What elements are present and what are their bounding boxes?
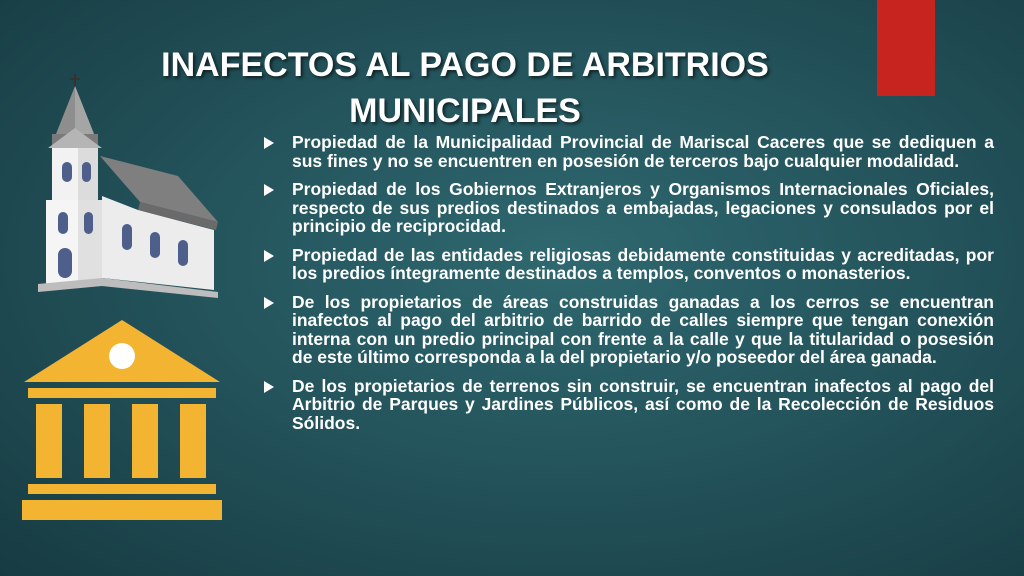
bullet-arrow-icon	[264, 381, 274, 393]
list-item	[262, 180, 994, 236]
bullet-text: Propiedad de las entidades religiosas debidamente constituidas y acreditadas, por los predios íntegramente destinados a templos, conventos o monasterios.	[292, 244, 994, 283]
bullet-text: De los propietarios de áreas construidas ganadas a los cerros se encuentran inafectos al pago del arbitrio de barrido de calles siempre que tengan conexión interna con un predio principal con frente a la calle y que la titularidad o posesión de este último corresponda a la del propietario y/o poseedor del área ganada.	[292, 291, 994, 367]
list-item	[262, 133, 994, 170]
list-item	[262, 246, 994, 283]
bullet-arrow-icon	[264, 184, 274, 196]
bullet-text: Propiedad de la Municipalidad Provincial de Mariscal Caceres que se dediquen a sus fines y no se encuentren en posesión de terceros bajo cualquier modalidad.	[292, 132, 994, 171]
bullet-arrow-icon	[264, 137, 274, 149]
list-item	[262, 293, 994, 367]
bullet-arrow-icon	[264, 250, 274, 262]
title-line-1: INAFECTOS AL PAGO DE ARBITRIOS	[161, 46, 769, 84]
bullet-text: Propiedad de los Gobiernos Extranjeros y Organismos Internacionales Oficiales, respecto de sus predios destinados a embajadas, legaciones y consulados por el principio de reciprocidad.	[292, 179, 994, 236]
church-icon	[18, 72, 218, 302]
list-item	[262, 377, 994, 433]
bullet-arrow-icon	[264, 297, 274, 309]
accent-bar	[877, 0, 935, 96]
bullet-text: De los propietarios de terrenos sin construir, se encuentran inafectos al pago del Arbitrio de Parques y Jardines Públicos, así como de la Recolección de Residuos Sólidos.	[292, 375, 994, 433]
bank-building-icon	[22, 320, 222, 530]
bullet-list	[262, 133, 994, 442]
title-line-2: MUNICIPALES	[349, 92, 581, 130]
